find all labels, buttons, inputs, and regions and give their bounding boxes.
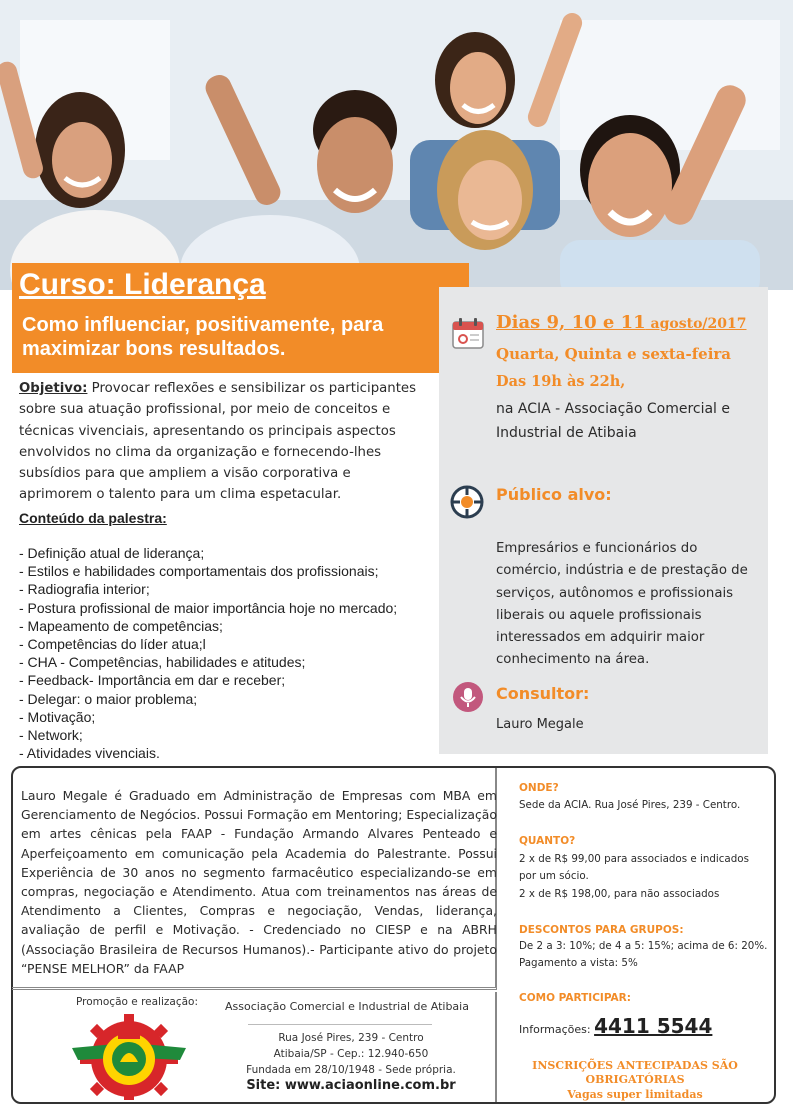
divider xyxy=(248,1024,432,1025)
title-banner xyxy=(12,263,469,373)
acia-logo xyxy=(70,1014,188,1100)
hero-photo xyxy=(0,0,793,290)
list-item: - Postura profissional de maior importância hoje no mercado; xyxy=(19,599,398,616)
list-item: - Mapeamento de competências; xyxy=(19,617,223,634)
list-item: - Network; xyxy=(19,727,83,744)
objective-text: Provocar reflexões e sensibilizar os participantes sobre sua atuação profissional, por meio de conceitos e técnicas vivenciais, apresentando os principais aspectos envolvidos no clima da organização e fornecendo-lhes subsídios para que ampliem a visão corporativa e aprimorem o talento para um clima espetacular. xyxy=(19,381,417,503)
list-item: - CHA - Competências, habilidades e atitudes; xyxy=(19,654,306,671)
address-line-1: Rua José Pires, 239 - Centro xyxy=(278,1032,424,1044)
where-title: ONDE? xyxy=(519,782,559,794)
list-item: - Delegar: o maior problema; xyxy=(19,690,198,707)
course-hours: Das 19h às 22h, xyxy=(496,373,626,390)
discount-title: DESCONTOS PARA GRUPOS: xyxy=(519,924,684,936)
microphone-icon xyxy=(453,682,483,712)
list-item: - Estilos e habilidades comportamentais dos profissionais; xyxy=(19,563,379,580)
how-title: COMO PARTICIPAR: xyxy=(519,992,631,1004)
phone-line xyxy=(519,1014,712,1038)
dates-prefix: Dias xyxy=(496,312,547,333)
objective-paragraph xyxy=(19,378,419,506)
course-subtitle: Como influenciar, positivamente, para maximizar bons resultados. xyxy=(22,314,384,360)
promo-label: Promoção e realização: xyxy=(76,996,199,1008)
org-address xyxy=(226,1030,476,1078)
where-text: Sede da ACIA. Rua José Pires, 239 - Centro. xyxy=(519,799,741,811)
course-venue: na ACIA - Associação Comercial e Industrial de Atibaia xyxy=(496,401,731,441)
price-line-1a: 2 x de R$ 99,00 para associados e indicados xyxy=(519,853,749,865)
audience-title: Público alvo: xyxy=(496,485,612,504)
consultant-bio: Lauro Megale é Graduado em Administração de Empresas com MBA em Gerenciamento de Negócios. Possui Formação em Mentoring; Especialização em artes cênicas pela FAAP - Fundação Armando Alvares Penteado e Aperfeiçoamento em comunicação pela Academia do Palestrante. Possui Experiência de 30 anos no segmento farmacêutico especializando-se em compras, negociação e Atendimento. Atua com treinamentos nas áreas de Atendimento a Clientes, Compras e negociação, Vendas, liderança, avaliação de perfil e Motivação. - Credenciado no CIESP e na ABRH (Associação Brasileira de Recursos Humanos).- Participante ativo do projeto “PENSE MELHOR” da FAAP xyxy=(21,788,497,976)
dates-month: agosto/2017 xyxy=(645,316,747,332)
content-list xyxy=(19,544,397,762)
list-item: - Feedback- Importância em dar e receber; xyxy=(19,672,286,689)
address-line-2: Atibaia/SP - Cep.: 12.940-650 xyxy=(273,1048,429,1060)
list-item: - Definição atual de liderança; xyxy=(19,545,205,561)
list-item: - Atividades vivenciais. xyxy=(19,745,160,762)
audience-text: Empresários e funcionários do comércio, indústria e de prestação de serviços, autônomos e profissionais liberais ou aquele profissionais interessados em adquirir maior conhecimento na área. xyxy=(496,541,748,668)
registration-note: INSCRIÇÕES ANTECIPADAS SÃO OBRIGATÓRIAS xyxy=(532,1059,738,1086)
phone-number[interactable]: 4411 5544 xyxy=(594,1014,713,1038)
consultant-title: Consultor: xyxy=(496,684,590,703)
info-label: Informações: xyxy=(519,1023,595,1036)
price-line-2: 2 x de R$ 198,00, para não associados xyxy=(519,888,720,900)
discount-line-1: De 2 a 3: 10%; de 4 a 5: 15%; acima de 6: 20%. xyxy=(519,940,768,952)
price-title: QUANTO? xyxy=(519,835,576,847)
org-name: Associação Comercial e Industrial de Atibaia xyxy=(225,1000,469,1013)
website-link[interactable]: Site: www.aciaonline.com.br xyxy=(246,1078,456,1093)
consultant-name: Lauro Megale xyxy=(496,717,584,732)
objective-label: Objetivo: xyxy=(19,381,88,396)
content-title: Conteúdo da palestra: xyxy=(19,510,167,526)
course-title: Curso: Liderança xyxy=(19,268,266,301)
dates-numbers: 9, 10 e 11 xyxy=(546,312,646,333)
course-weekdays: Quarta, Quinta e sexta-feira xyxy=(496,345,732,363)
list-item: - Motivação; xyxy=(19,708,96,725)
list-item: - Competências do líder atua;l xyxy=(19,636,206,653)
registration-sub: Vagas super limitadas xyxy=(567,1088,703,1101)
founded-line: Fundada em 28/10/1948 - Sede própria. xyxy=(246,1064,456,1076)
target-icon xyxy=(450,485,484,519)
price-line-1b: por um sócio. xyxy=(519,870,589,882)
list-item: - Radiografia interior; xyxy=(19,581,150,598)
calendar-icon xyxy=(451,316,485,350)
course-dates xyxy=(496,312,747,333)
people-celebrating-illustration xyxy=(0,0,793,290)
discount-line-2: Pagamento a vista: 5% xyxy=(519,957,638,969)
